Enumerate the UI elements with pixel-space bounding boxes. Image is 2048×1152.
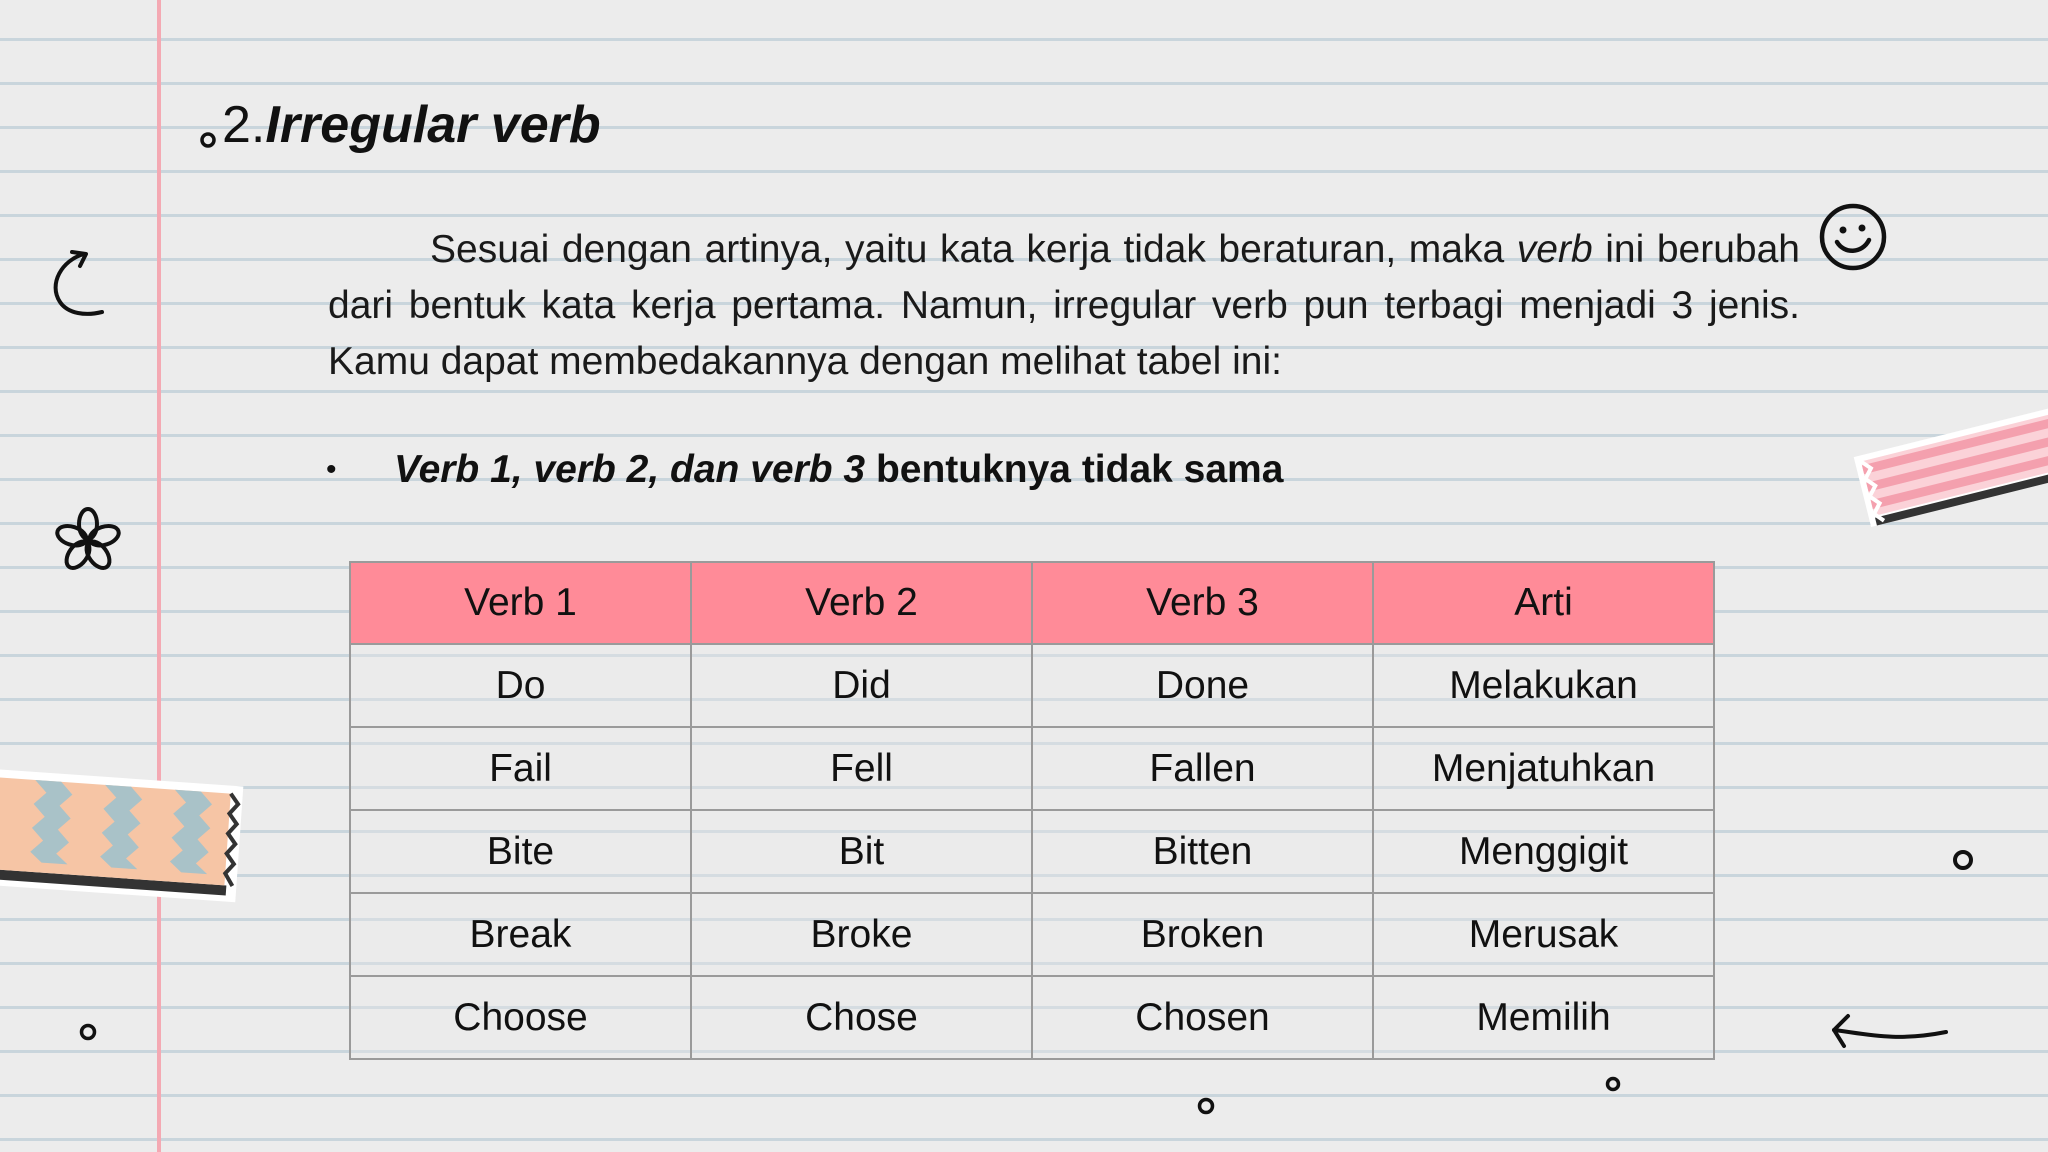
table-row — [350, 727, 1714, 810]
cell-verb2: Bit — [691, 810, 1032, 893]
arrow-left-icon — [1826, 1008, 1950, 1052]
cell-verb3: Fallen — [1032, 727, 1373, 810]
cell-verb2: Fell — [691, 727, 1032, 810]
cell-arti: Melakukan — [1373, 644, 1714, 727]
cell-verb1: Choose — [350, 976, 691, 1059]
header-arti: Arti — [1373, 562, 1714, 644]
bullet-dot: • — [326, 453, 337, 486]
flower-icon — [52, 505, 124, 577]
curved-arrow-icon — [44, 248, 108, 322]
paragraph-rest: ini berubah dari bentuk kata kerja pertama. Namun, irregular verb pun terbagi menjadi 3 jenis. Kamu dapat membedakannya dengan melihat tabel ini: — [328, 228, 1800, 383]
bullet-italic: Verb 1, verb 2, dan verb 3 — [394, 448, 866, 491]
circle-doodle — [1196, 1096, 1216, 1116]
bullet-rest: bentuknya tidak sama — [865, 448, 1284, 491]
circle-doodle — [1604, 1075, 1622, 1093]
table-row — [350, 893, 1714, 976]
header-verb1: Verb 1 — [350, 562, 691, 644]
intro-paragraph — [328, 222, 1800, 390]
header-verb2: Verb 2 — [691, 562, 1032, 644]
table-row — [350, 810, 1714, 893]
table-row — [350, 644, 1714, 727]
washi-tape-blue-peach — [0, 760, 250, 910]
notebook-margin-line — [157, 0, 161, 1152]
cell-verb1: Do — [350, 644, 691, 727]
cell-arti: Menggigit — [1373, 810, 1714, 893]
title-number: 2. — [222, 96, 266, 154]
circle-doodle — [1951, 848, 1975, 872]
table-row — [350, 976, 1714, 1059]
cell-verb3: Broken — [1032, 893, 1373, 976]
cell-verb1: Fail — [350, 727, 691, 810]
table-header-row — [350, 562, 1714, 644]
slide-title — [222, 95, 601, 155]
smiley-icon — [1818, 202, 1888, 272]
circle-doodle — [78, 1022, 98, 1042]
cell-verb2: Broke — [691, 893, 1032, 976]
paragraph-intro: Sesuai dengan artinya, yaitu kata kerja tidak beraturan, maka — [430, 228, 1517, 271]
cell-arti: Merusak — [1373, 893, 1714, 976]
circle-doodle — [199, 131, 217, 149]
washi-tape-pink — [1852, 378, 2048, 548]
title-text: Irregular verb — [265, 96, 601, 154]
paragraph-verb: verb — [1516, 228, 1593, 271]
cell-verb1: Bite — [350, 810, 691, 893]
header-verb3: Verb 3 — [1032, 562, 1373, 644]
cell-verb3: Chosen — [1032, 976, 1373, 1059]
cell-arti: Memilih — [1373, 976, 1714, 1059]
cell-verb3: Bitten — [1032, 810, 1373, 893]
cell-verb2: Did — [691, 644, 1032, 727]
cell-verb3: Done — [1032, 644, 1373, 727]
cell-verb2: Chose — [691, 976, 1032, 1059]
cell-arti: Menjatuhkan — [1373, 727, 1714, 810]
cell-verb1: Break — [350, 893, 691, 976]
verb-table — [349, 561, 1715, 1060]
